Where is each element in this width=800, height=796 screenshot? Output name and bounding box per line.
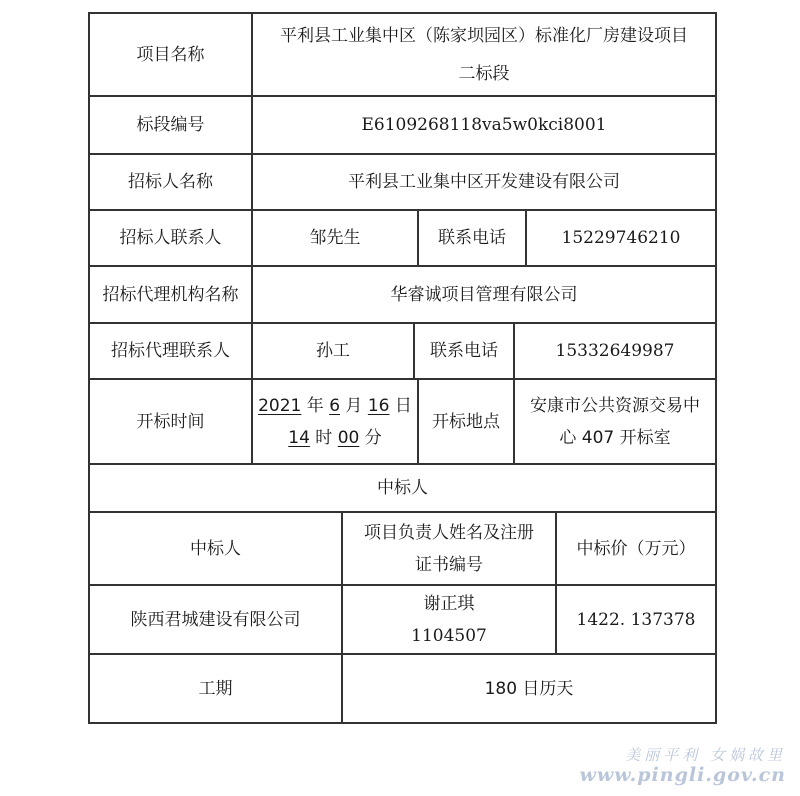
period-value: 180 日历天 [484, 678, 574, 699]
tenderer-contact-label: 招标人联系人 [119, 228, 222, 248]
price-header: 中标价（万元） [576, 538, 696, 559]
opening-day-unit: 日 [394, 395, 412, 416]
opening-minute-unit: 分 [364, 427, 382, 448]
tenderer-label: 招标人名称 [128, 172, 213, 192]
leader-header-line2: 证书编号 [415, 554, 483, 575]
opening-time-label: 开标时间 [136, 411, 205, 432]
agency-phone-value: 15332649987 [555, 341, 675, 361]
period-label: 工期 [198, 678, 233, 699]
opening-month: 6 [329, 395, 341, 416]
tenderer-phone-value: 15229746210 [561, 228, 681, 248]
winner-section-title: 中标人 [377, 478, 428, 498]
opening-date [258, 390, 412, 422]
opening-place-line1: 安康市公共资源交易中 [530, 395, 700, 416]
section-no-value: E6109268118va5w0kci8001 [361, 115, 607, 135]
agency-contact-name: 孙工 [316, 341, 350, 361]
opening-year: 2021 [258, 395, 302, 416]
winner-header: 中标人 [190, 538, 241, 559]
watermark-slogan: 美丽平利 女娲故里 [625, 746, 786, 764]
leader-header [343, 513, 555, 584]
leader-value [343, 586, 555, 653]
watermark-url: www.pingli.gov.cn [579, 764, 786, 786]
opening-month-unit: 月 [345, 395, 363, 416]
tenderer-contact-name: 邹先生 [309, 228, 361, 248]
opening-hour: 14 [288, 427, 310, 448]
leader-cert: 1104507 [411, 625, 487, 646]
opening-place-value [515, 380, 715, 463]
project-name-line1: 平利县工业集中区（陈家坝园区）标准化厂房建设项目 [280, 25, 688, 46]
price-value: 1422. 137378 [576, 609, 696, 630]
opening-place-line2: 心 407 开标室 [559, 427, 671, 448]
opening-clock [288, 422, 382, 454]
winner-value: 陕西君城建设有限公司 [130, 609, 301, 630]
opening-day: 16 [367, 395, 390, 416]
opening-minute: 00 [337, 427, 360, 448]
agency-value: 华睿诚项目管理有限公司 [390, 284, 578, 305]
tenderer-phone-label: 联系电话 [438, 228, 506, 248]
opening-time-value [253, 380, 417, 463]
opening-place-label: 开标地点 [432, 411, 500, 432]
project-name-value [253, 14, 715, 95]
leader-header-line1: 项目负责人姓名及注册 [364, 522, 534, 543]
project-name-line2: 二标段 [458, 63, 510, 84]
tenderer-value: 平利县工业集中区开发建设有限公司 [348, 172, 620, 192]
agency-contact-label: 招标代理联系人 [111, 341, 230, 361]
opening-year-unit: 年 [306, 395, 324, 416]
agency-phone-label: 联系电话 [430, 341, 498, 361]
leader-name: 谢正琪 [423, 593, 475, 614]
agency-label: 招标代理机构名称 [102, 284, 239, 305]
section-no-label: 标段编号 [136, 115, 205, 135]
opening-hour-unit: 时 [315, 427, 333, 448]
project-name-label: 项目名称 [136, 44, 205, 65]
